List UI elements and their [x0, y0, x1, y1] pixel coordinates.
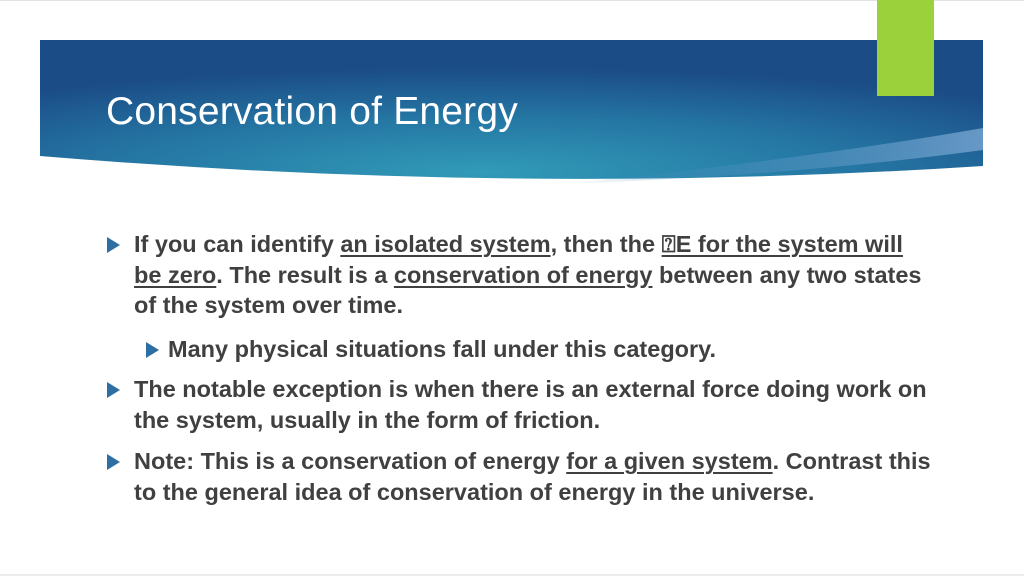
bullet-arrow-icon: [107, 454, 120, 470]
underlined-phrase: an isolated system: [340, 231, 551, 257]
text-run: . The result is a: [216, 261, 394, 288]
text-run: Note: This is a conservation of energy: [134, 448, 567, 474]
bullet-text: [134, 229, 934, 321]
text-run: , then the: [550, 231, 662, 257]
bullet-arrow-icon: [107, 382, 120, 398]
bullet-arrow-icon: [146, 342, 159, 358]
underlined-phrase: ⍰E for the system will be zero: [134, 231, 903, 288]
text-run: between any two states of the system over time.: [134, 261, 922, 318]
slide-title: Conservation of Energy: [106, 90, 518, 133]
bullet-arrow-icon: [107, 237, 120, 253]
text-run: Many physical situations fall under this category.: [168, 336, 717, 362]
text-run: If you can identify: [134, 231, 341, 257]
text-run: . Contrast this to the general idea of conservation of energy in the universe.: [134, 448, 931, 505]
underlined-phrase: conservation of energy: [393, 261, 653, 288]
sub-bullet-text: [168, 334, 908, 365]
accent-tab: [877, 0, 934, 96]
text-run: The notable exception is when there is an external force doing work on the system, usually in the form of friction.: [134, 376, 927, 433]
bullet-text: [134, 374, 934, 435]
bullet-text: [134, 446, 934, 507]
underlined-phrase: for a given system: [566, 448, 773, 474]
